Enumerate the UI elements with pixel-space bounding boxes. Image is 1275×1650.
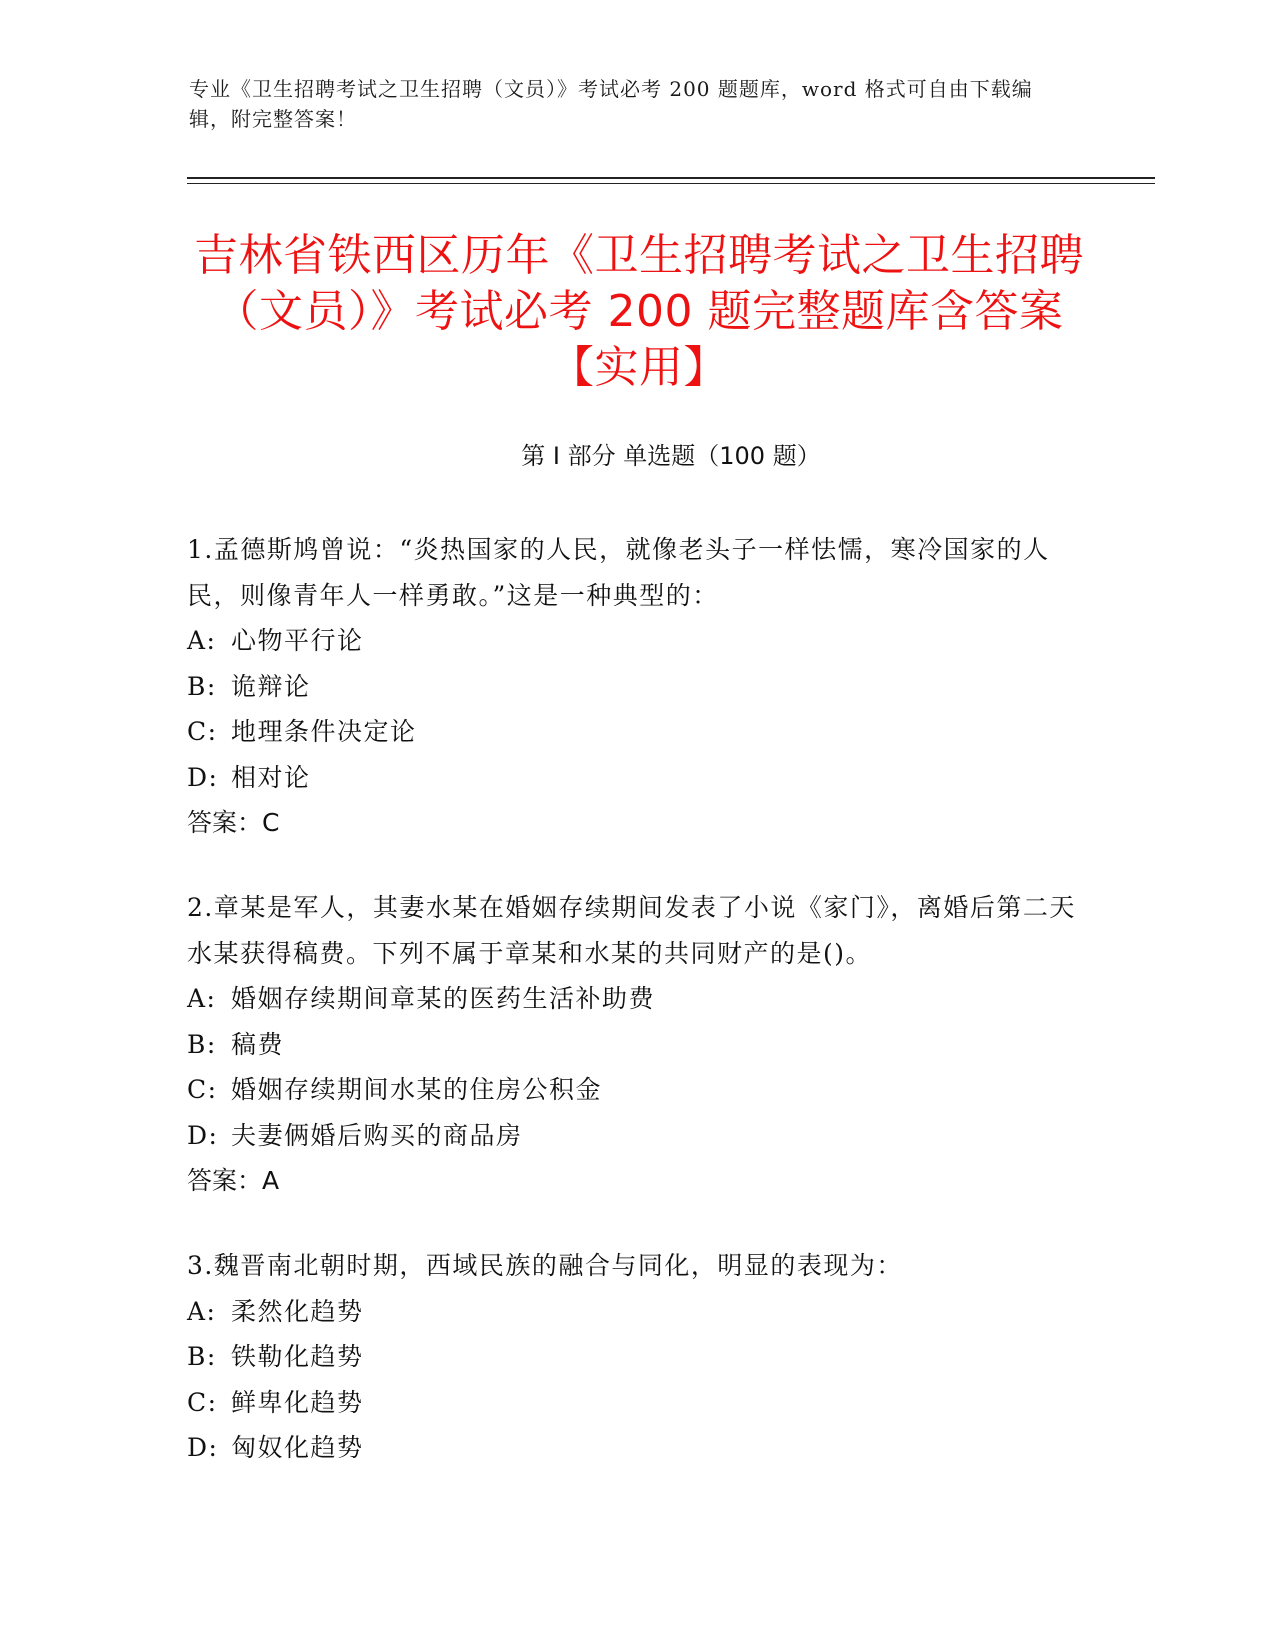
option-key: D:: [187, 762, 219, 792]
option-key: D:: [187, 1120, 219, 1150]
option-d: [187, 755, 1087, 801]
option-text: 心物平行论: [231, 626, 364, 655]
option-key: D:: [187, 1433, 219, 1462]
option-b: [187, 1334, 1087, 1380]
section-heading: 第 I 部分 单选题（100 题）: [521, 442, 821, 470]
option-c: [187, 709, 1087, 755]
option-text: 夫妻俩婚后购买的商品房: [231, 1120, 523, 1150]
question-1: [187, 527, 1087, 846]
option-key: C:: [187, 717, 218, 746]
option-b: [187, 1022, 1087, 1068]
option-key: A:: [187, 984, 217, 1013]
option-key: B:: [187, 1342, 217, 1371]
option-b: [187, 664, 1087, 710]
option-key: A:: [187, 1296, 217, 1326]
option-text: 婚姻存续期间水某的住房公积金: [231, 1075, 603, 1104]
option-text: 匈奴化趋势: [231, 1433, 364, 1462]
question-3: [187, 1243, 1087, 1471]
option-text: 地理条件决定论: [231, 717, 417, 746]
option-key: A:: [187, 626, 217, 655]
header-rule-thick: [187, 177, 1155, 179]
option-d: [187, 1425, 1087, 1471]
option-text: 稿费: [231, 1029, 285, 1059]
question-stem: 3.魏晋南北朝时期，西域民族的融合与同化，明显的表现为：: [187, 1251, 903, 1280]
option-key: B:: [187, 671, 217, 701]
question-stem: 1.孟德斯鸠曾说：“炎热国家的人民，就像老头子一样怯懦，寒冷国家的人民，则像青年人一样勇敢。”这是一种典型的：: [187, 535, 1050, 610]
option-c: [187, 1067, 1087, 1113]
option-text: 鲜卑化趋势: [231, 1387, 364, 1417]
option-text: 铁勒化趋势: [231, 1342, 364, 1371]
option-text: 婚姻存续期间章某的医药生活补助费: [231, 984, 656, 1013]
option-text: 相对论: [231, 762, 311, 792]
document-title: 吉林省铁西区历年《卫生招聘考试之卫生招聘（文员）》考试必考 200 题完整题库含答案【实用】: [194, 230, 1084, 393]
option-d: [187, 1113, 1087, 1159]
header-rule-thin: [187, 183, 1155, 184]
header-note: 专业《卫生招聘考试之卫生招聘（文员）》考试必考 200 题题库，word 格式可自由下载编辑，附完整答案！: [189, 77, 1033, 131]
option-text: 柔然化趋势: [231, 1296, 364, 1326]
option-key: B:: [187, 1029, 217, 1059]
option-key: C:: [187, 1075, 218, 1104]
option-a: [187, 618, 1087, 664]
question-stem: 2.章某是军人，其妻水某在婚姻存续期间发表了小说《家门》，离婚后第二天水某获得稿费。下列不属于章某和水某的共同财产的是()。: [187, 893, 1076, 968]
option-c: [187, 1380, 1087, 1426]
option-a: [187, 1289, 1087, 1335]
answer-line: 答案：C: [187, 808, 280, 837]
question-2: [187, 885, 1087, 1204]
answer-line: 答案：A: [187, 1166, 280, 1195]
option-key: C:: [187, 1387, 218, 1417]
option-text: 诡辩论: [231, 671, 311, 701]
option-a: [187, 976, 1087, 1022]
